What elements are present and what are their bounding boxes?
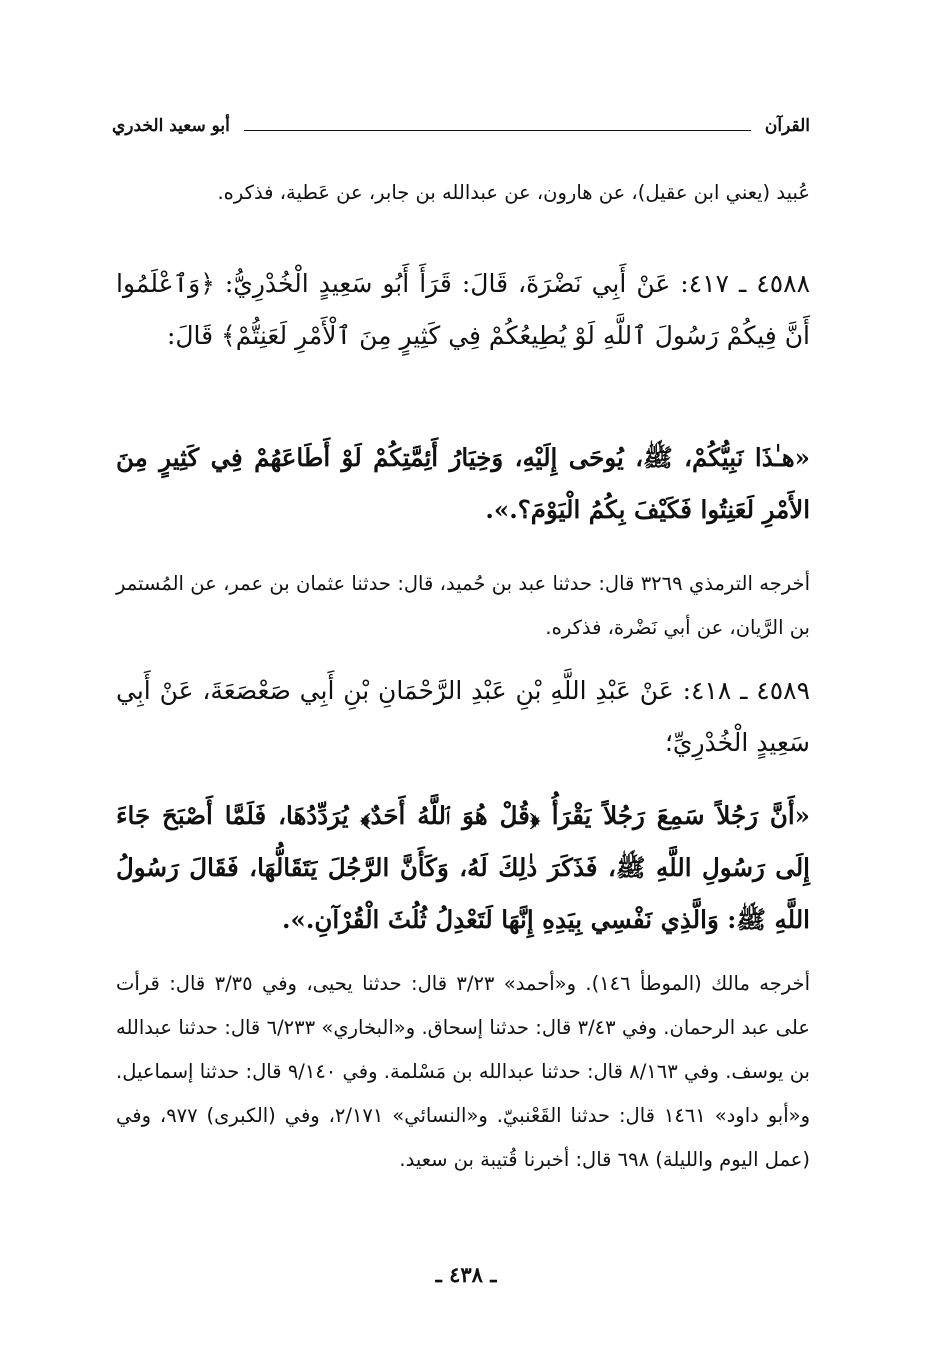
hadith-4589-takhrij: أخرجه مالك (الموطأ ١٤٦). و«أحمد» ٣/٢٣ قال: حدثنا يحيى، وفي ٣/٣٥ قال: قرأت على عبد الرحمان. وفي ٣/٤٣ قال: حدثنا إسحاق. و«البخاري» ٦/٢٣٣ قال: حدثنا عبدالله بن يوسف. وفي ٨/١٦٣ قال: حدثنا عبدالله بن مَسْلمة. وفي ٩/١٤٠ قال: حدثنا إسماعيل. و«أبو داود» ١٤٦١ قال: حدثنا القَعْنبيّ. و«النسائي» ٢/١٧١، وفي (الكبرى) ٩٧٧، وفي (عمل اليوم والليلة) ٦٩٨ قال: أخبرنا قُتيبة بن سعيد. (116, 972, 811, 1171)
hadith-4588-takhrij: أخرجه الترمذي ٣٢٦٩ قال: حدثنا عبد بن حُميد، قال: حدثنا عثمان بن عمر، عن المُستمر بن الرَّيان، عن أبي نَضْرة، فذكره. (116, 572, 810, 639)
hadith-4588-text: «هـٰذَا نَبِيُّكُمْ، ﷺ، يُوحَى إِلَيْهِ، وَخِيَارُ أَئِمَّتِكُمْ لَوْ أَطَاعَهُمْ فِي كَثِيرٍ مِنَ الأَمْرِ لَعَنِتُوا فَكَيْفَ بِكُمُ الْيَوْمَ؟.». (116, 443, 810, 524)
running-header (112, 108, 810, 144)
hadith-4589-chain: ٤٥٨٩ ـ ٤١٨: عَنْ عَبْدِ اللَّهِ بْنِ عَبْدِ الرَّحْمَانِ بْنِ أَبِي صَعْصَعَةَ، عَنْ أَبِي سَعِيدٍ الْخُدْرِيِّ؛ (116, 676, 810, 757)
header-chapter-title: القرآن (764, 116, 810, 136)
hadith-4589-text: «أَنَّ رَجُلاً سَمِعَ رَجُلاً يَقْرَأُ ﴿قُلْ هُوَ ٱللَّهُ أَحَدٌ﴾ يُرَدِّدُهَا، فَلَمَّا أَصْبَحَ جَاءَ إِلَى رَسُولِ اللَّهِ ﷺ، فَذَكَرَ ذٰلِكَ لَهُ، وَكَأَنَّ الرَّجُلَ يَتَقَالُّهَا، فَقَالَ رَسُولُ اللَّهِ ﷺ: وَالَّذِي نَفْسِي بِيَدِهِ إِنَّهَا لَتَعْدِلُ ثُلُثَ الْقُرْآنِ.». (116, 801, 810, 934)
page-number: ـ ٤٣٨ ـ (435, 1262, 497, 1287)
hadith-4588-chain: ٤٥٨٨ ـ ٤١٧: عَنْ أَبِي نَضْرَةَ، قَالَ: قَرَأَ أَبُو سَعِيدٍ الْخُدْرِيُّ: ﴿وَٱعْلَمُوا أَنَّ فِيكُمْ رَسُولَ ٱللَّهِ لَوْ يُطِيعُكُمْ فِي كَثِيرٍ مِنَ ٱلْأَمْرِ لَعَنِتُّمْ﴾ قَالَ: (116, 269, 810, 350)
previous-takhrij-continuation: عُبيد (يعني ابن عقيل)، عن هارون، عن عبدالله بن جابر، عن عَطية، فذكره. (217, 181, 810, 204)
header-companion-title: أبو سعيد الخدري (112, 116, 230, 136)
header-rule (244, 130, 751, 131)
